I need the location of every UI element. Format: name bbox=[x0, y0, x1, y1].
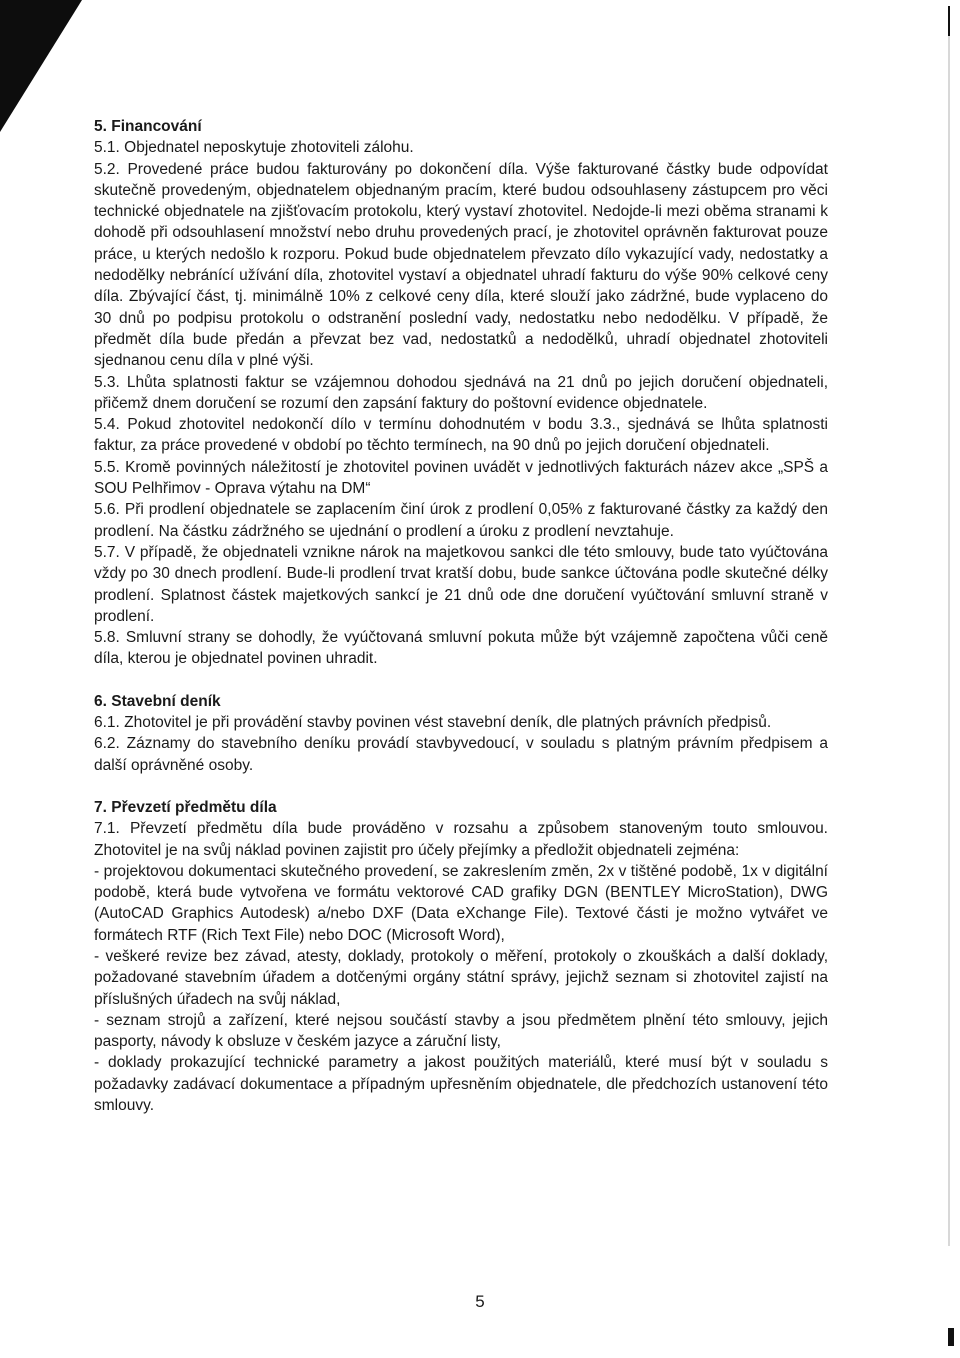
paragraph: 5.4. Pokud zhotovitel nedokončí dílo v termínu dohodnutém v bodu 3.3., sjednává se lhůta splatnosti faktur, za práce provedené v období po těchto termínech, na 90 dnů po jejich doručení objednateli. bbox=[94, 416, 828, 455]
section-financovani bbox=[94, 116, 828, 670]
paragraph: 5.1. Objednatel neposkytuje zhotoviteli zálohu. bbox=[94, 139, 414, 157]
paragraph: 5.2. Provedené práce budou fakturovány po dokončení díla. Výše fakturované částky bude odpovídat skutečně provedeným, objednatelem objednaným pracím, které budou odsouhlaseny zástupcem pro věci technické objednatele na zjišťovacím protokolu, který vystaví zhotovitel. Nedojde-li mezi oběma stranami k dohodě při odsouhlasení množství nebo druhu provedených prací, je zhotovitel oprávněn fakturovat pouze práce, u kterých nedošlo k rozporu. Pokud bude objednatelem převzato dílo vykazující vady, nedostatky a nedodělky nebránící užívání díla, zhotovitel vystaví a objednatel uhradí fakturu do výše 90% celkové ceny díla. Zbývající část, tj. minimálně 10% z celkové ceny díla, které slouží jako zádržné, bude vyplaceno do 30 dnů po podpisu protokolu o odstranění poslední vady, nedostatku nebo nedodělku. V případě, že předmět díla bude předán a převzat bez vad, nedostatků a nedodělků, uhradí objednatel zhotoviteli sjednanou cenu díla v plné výši. bbox=[94, 160, 828, 370]
list-item: - veškeré revize bez závad, atesty, doklady, protokoly o měření, protokoly o zkouškách a další doklady, požadované stavebním úřadem a dotčenými orgány státní správy, jejichž seznam si zhotovitel zajistí na příslušných úřadech na svůj náklad, bbox=[94, 947, 828, 1008]
scan-edge-line bbox=[948, 6, 950, 1246]
list-item: - doklady prokazující technické parametry a jakost použitých materiálů, které musí být v souladu s požadavky zadávací dokumentace a případným upřesněním objednatele, dle předchozích ustanovení této smlouvy. bbox=[94, 1054, 828, 1115]
list-item: - projektovou dokumentaci skutečného provedení, se zakreslením změn, 2x v tištěné podobě, 1x v digitální podobě, která bude vytvořena ve formátu vektorové CAD grafiky DGN (BENTLEY MicroStation), DWG (AutoCAD Graphics Autodesk) a/nebo DXF (Data eXchange File). Textové části je možno vytvářet ve formátech RTF (Rich Text File) nebo DOC (Microsoft Word), bbox=[94, 862, 828, 944]
document-body bbox=[94, 116, 828, 1116]
paragraph: 5.6. Při prodlení objednatele se zaplacením činí úrok z prodlení 0,05% z fakturované částky za každý den prodlení. Na částku zádržného se ujednání o prodlení a úroku z prodlení nevztahuje. bbox=[94, 501, 828, 540]
list-item: - seznam strojů a zařízení, které nejsou součástí stavby a jsou předmětem plnění této smlouvy, jejich pasporty, návody k obsluze v českém jazyce a záruční listy, bbox=[94, 1011, 828, 1051]
paragraph: 6.2. Záznamy do stavebního deníku provádí stavbyvedoucí, v souladu s platným právním předpisem a další oprávněné osoby. bbox=[94, 735, 828, 774]
section-stavebni-denik bbox=[94, 691, 828, 776]
scan-corner-mark bbox=[0, 0, 82, 140]
spacer bbox=[94, 670, 828, 691]
paragraph: 5.8. Smluvní strany se dohodly, že vyúčtovaná smluvní pokuta může být vzájemně započtena vůči ceně díla, kterou je objednatel povinen uhradit. bbox=[94, 629, 828, 668]
paragraph: 5.7. V případě, že objednateli vznikne nárok na majetkovou sankci dle této smlouvy, bude tato vyúčtována vždy po 30 dnech prodlení. Bude-li prodlení trvat kratší dobu, bude sankce účtována podle skutečné délky prodlení. Splatnost částek majetkových sankcí je 21 dnů ode dne doručení vyúčtování smluvní straně v prodlení. bbox=[94, 543, 828, 625]
section-heading: 6. Stavební deník bbox=[94, 692, 221, 710]
spacer bbox=[94, 776, 828, 797]
page-number: 5 bbox=[475, 1292, 485, 1311]
scan-edge-mark bbox=[948, 1328, 954, 1346]
section-prevzeti-predmetu-dila bbox=[94, 797, 828, 1116]
section-heading: 5. Financování bbox=[94, 118, 202, 135]
section-heading: 7. Převzetí předmětu díla bbox=[94, 798, 277, 816]
paragraph: 6.1. Zhotovitel je při provádění stavby povinen vést stavební deník, dle platných právních předpisů. bbox=[94, 714, 772, 732]
paragraph: 5.3. Lhůta splatnosti faktur se vzájemnou dohodou sjednává na 21 dnů po jejich doručení objednateli, přičemž dnem doručení se rozumí den zapsání faktury do poštovní evidence objednatele. bbox=[94, 373, 828, 412]
paragraph: 7.1. Převzetí předmětu díla bude prováděno v rozsahu a způsobem stanoveným touto smlouvou. Zhotovitel je na svůj náklad povinen zajistit pro účely přejímky a předložit objednateli zejména: bbox=[94, 820, 828, 859]
paragraph: 5.5. Kromě povinných náležitostí je zhotovitel povinen uvádět v jednotlivých fakturách název akce „SPŠ a SOU Pelhřimov - Oprava výtahu na DM“ bbox=[94, 458, 828, 498]
